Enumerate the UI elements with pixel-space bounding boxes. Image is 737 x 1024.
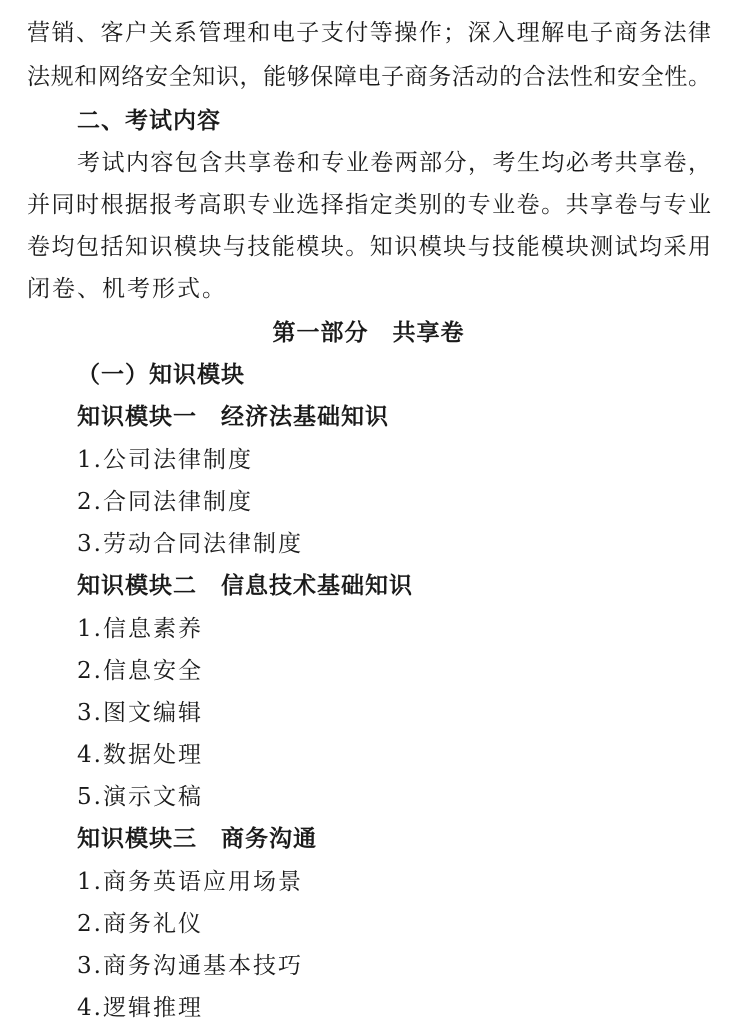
paragraph-line: 并同时根据报考高职专业选择指定类别的专业卷。共享卷与专业 [27,192,711,218]
module-title: 知识模块三 商务沟通 [77,826,317,852]
intro-line-2: 法规和网络安全知识，能够保障电子商务活动的合法性和安全性。 [27,64,711,90]
list-item: 4.逻辑推理 [77,995,203,1021]
list-item: 1.公司法律制度 [77,447,253,473]
part-title: 第一部分 共享卷 [272,320,465,346]
list-item: 2.商务礼仪 [77,911,203,937]
paragraph-line: 卷均包括知识模块与技能模块。知识模块与技能模块测试均采用 [27,234,711,260]
list-item: 4.数据处理 [77,742,203,768]
list-item: 2.合同法律制度 [77,489,253,515]
paragraph-line: 闭卷、机考形式。 [27,276,227,302]
section-heading: 二、考试内容 [77,108,221,134]
paragraph-line: 考试内容包含共享卷和专业卷两部分，考生均必考共享卷， [77,150,711,176]
list-item: 3.图文编辑 [77,700,203,726]
module-title: 知识模块一 经济法基础知识 [77,404,389,430]
list-item: 3.劳动合同法律制度 [77,531,303,557]
list-item: 5.演示文稿 [77,784,203,810]
list-item: 3.商务沟通基本技巧 [77,953,303,979]
list-item: 1.商务英语应用场景 [77,869,303,895]
subheading: （一）知识模块 [77,362,245,388]
module-title: 知识模块二 信息技术基础知识 [77,573,413,599]
list-item: 1.信息素养 [77,616,203,642]
list-item: 2.信息安全 [77,658,203,684]
intro-line-1: 营销、客户关系管理和电子支付等操作；深入理解电子商务法律 [27,20,711,46]
